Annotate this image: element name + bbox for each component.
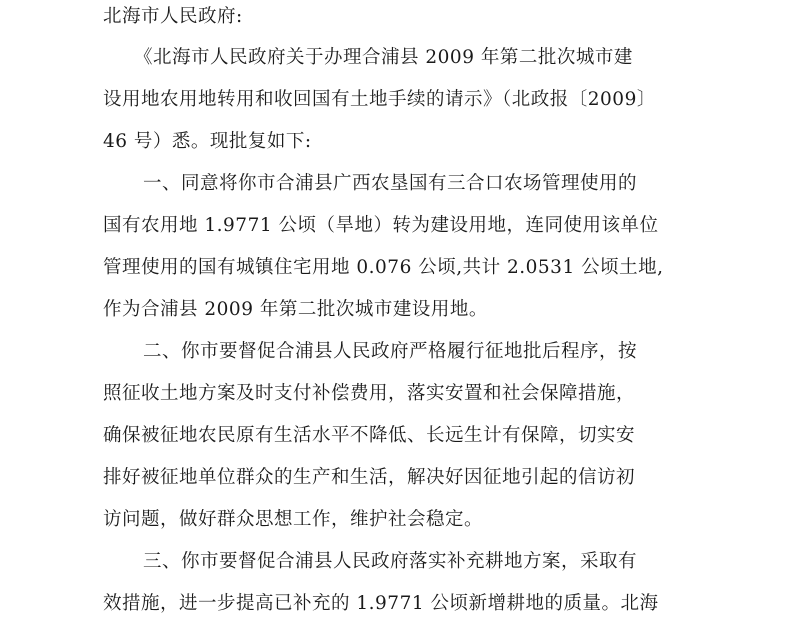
paragraph-line: 照征收土地方案及时支付补偿费用，落实安置和社会保障措施， xyxy=(103,383,636,404)
paragraph-line: 效措施，进一步提高已补充的 1.9771 公顷新增耕地的质量。北海 xyxy=(103,593,659,614)
paragraph-line: 设用地农用地转用和收回国有土地手续的请示》（北政报〔2009〕 xyxy=(103,89,656,110)
paragraph-line: 国有农用地 1.9771 公顷（旱地）转为建设用地，连同使用该单位 xyxy=(103,215,659,236)
paragraph-line: 访问题，做好群众思想工作，维护社会稳定。 xyxy=(103,509,484,530)
paragraph-line: 46 号）悉。现批复如下: xyxy=(103,131,312,152)
addressee: 北海市人民政府: xyxy=(103,6,243,27)
paragraph-line: 确保被征地农民原有生活水平不降低、长远生计有保障，切实安 xyxy=(103,425,636,446)
paragraph-line: 三、你市要督促合浦县人民政府落实补充耕地方案，采取有 xyxy=(143,551,638,572)
paragraph-line: 一、同意将你市合浦县广西农垦国有三合口农场管理使用的 xyxy=(143,173,638,194)
paragraph-line: 《北海市人民政府关于办理合浦县 2009 年第二批次城市建 xyxy=(134,47,633,68)
paragraph-line: 管理使用的国有城镇住宅用地 0.076 公顷,共计 2.0531 公顷土地, xyxy=(103,257,664,278)
paragraph-line: 排好被征地单位群众的生产和生活，解决好因征地引起的信访初 xyxy=(103,467,636,488)
paragraph-line: 作为合浦县 2009 年第二批次城市建设用地。 xyxy=(103,299,488,320)
paragraph-line: 二、你市要督促合浦县人民政府严格履行征地批后程序，按 xyxy=(143,341,638,362)
